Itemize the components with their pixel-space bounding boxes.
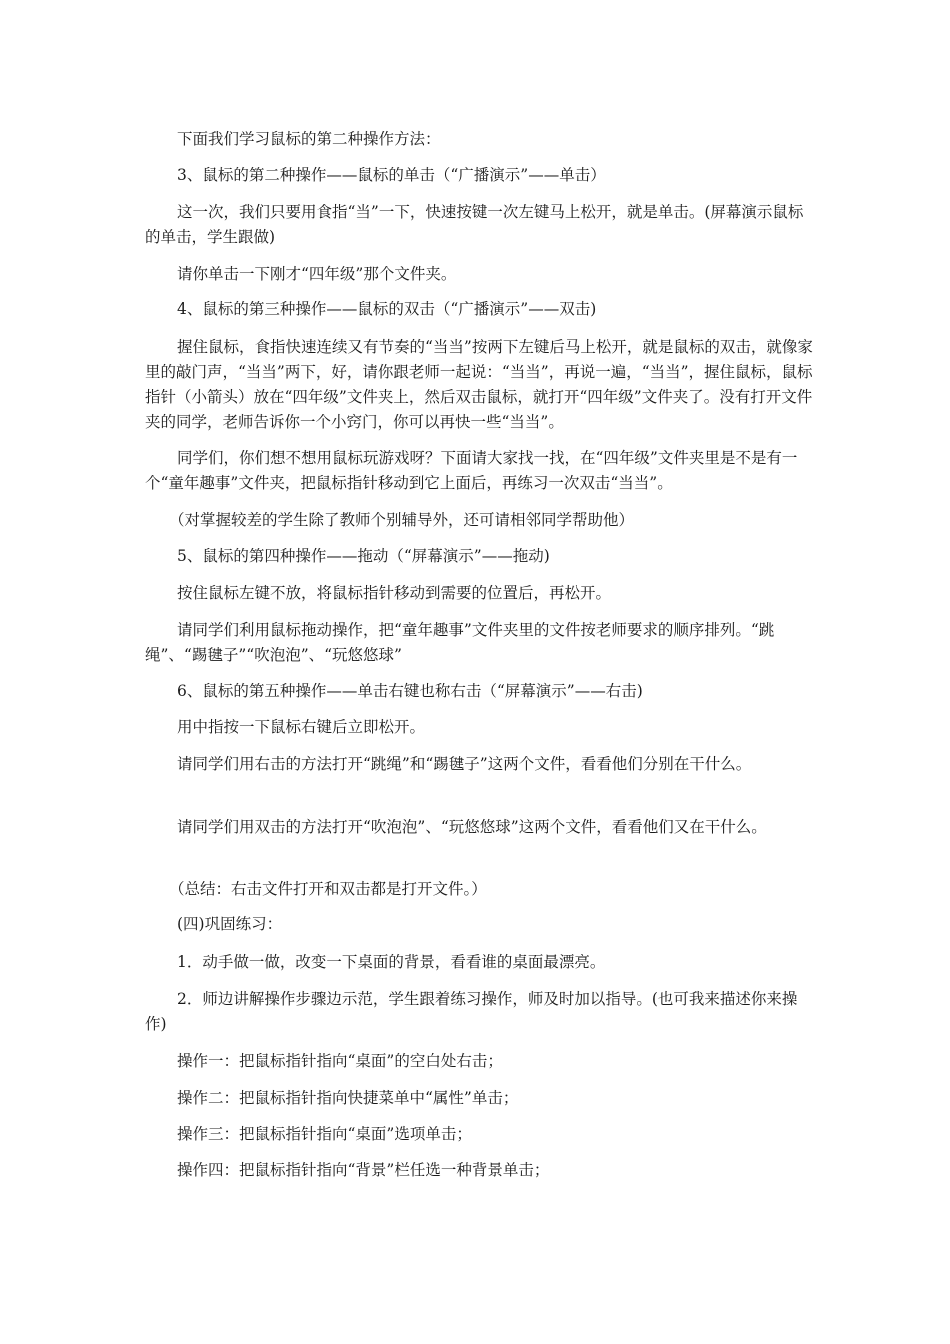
paragraph: （总结：右击文件打开和双击都是打开文件。） [169,880,487,898]
section-heading: 3、鼠标的第二种操作——鼠标的单击（“广播演示”——单击） [177,166,606,184]
section-heading: 5、鼠标的第四种操作——拖动（“屏幕演示”——拖动) [177,547,550,565]
paragraph: 下面我们学习鼠标的第二种操作方法： [177,130,441,148]
paragraph: 操作四：把鼠标指针指向“背景”栏任选一种背景单击； [177,1161,550,1179]
section-heading: 4、鼠标的第三种操作——鼠标的双击（“广播演示”——双击) [177,300,597,318]
paragraph: 操作三：把鼠标指针指向“桌面”选项单击； [177,1125,472,1143]
paragraph: 握住鼠标，食指快速连续又有节奏的“当当”按两下左键后马上松开，就是鼠标的双击，就像家里的敲门声，“当当”两下，好，请你跟老师一起说：“当当”，再说一遍，“当当”，握住鼠标，鼠标指针（小箭头）放在“四年级”文件夹上，然后双击鼠标，就打开“四年级”文件夹了。没有打开文件夹的同学，老师告诉你一个小窍门，你可以再快一些“当当”。 [145,338,813,431]
paragraph: 这一次，我们只要用食指“当”一下，快速按键一次左键马上松开，就是单击。(屏幕演示鼠标的单击，学生跟做) [145,203,804,246]
paragraph: （对掌握较差的学生除了教师个别辅导外，还可请相邻同学帮助他） [169,511,635,529]
paragraph: 请你单击一下刚才“四年级”那个文件夹。 [177,265,457,283]
paragraph: 操作一：把鼠标指针指向“桌面”的空白处右击； [177,1052,503,1070]
paragraph: 操作二：把鼠标指针指向快捷菜单中“属性”单击； [177,1089,519,1107]
paragraph: 请同学们利用鼠标拖动操作，把“童年趣事”文件夹里的文件按老师要求的顺序排列。“跳绳”、“踢毽子”“吹泡泡”、“玩悠悠球” [145,621,775,664]
paragraph: 用中指按一下鼠标右键后立即松开。 [177,718,426,736]
paragraph: 请同学们用双击的方法打开“吹泡泡”、“玩悠悠球”这两个文件，看看他们又在干什么。 [177,818,767,836]
paragraph: 同学们，你们想不想用鼠标玩游戏呀？下面请大家找一找，在“四年级”文件夹里是不是有一个“童年趣事”文件夹，把鼠标指针移动到它上面后，再练习一次双击“当当”。 [145,449,798,492]
paragraph: 2．师边讲解操作步骤边示范，学生跟着练习操作，师及时加以指导。(也可我来描述你来操作) [145,990,798,1033]
section-heading: 6、鼠标的第五种操作——单击右键也称右击（“屏幕演示”——右击) [177,682,643,700]
paragraph: 请同学们用右击的方法打开“跳绳”和“踢毽子”这两个文件，看看他们分别在干什么。 [177,755,752,773]
section-heading: (四)巩固练习： [177,915,283,933]
paragraph: 1．动手做一做，改变一下桌面的背景，看看谁的桌面最漂亮。 [177,953,606,971]
paragraph: 按住鼠标左键不放，将鼠标指针移动到需要的位置后，再松开。 [177,584,612,602]
